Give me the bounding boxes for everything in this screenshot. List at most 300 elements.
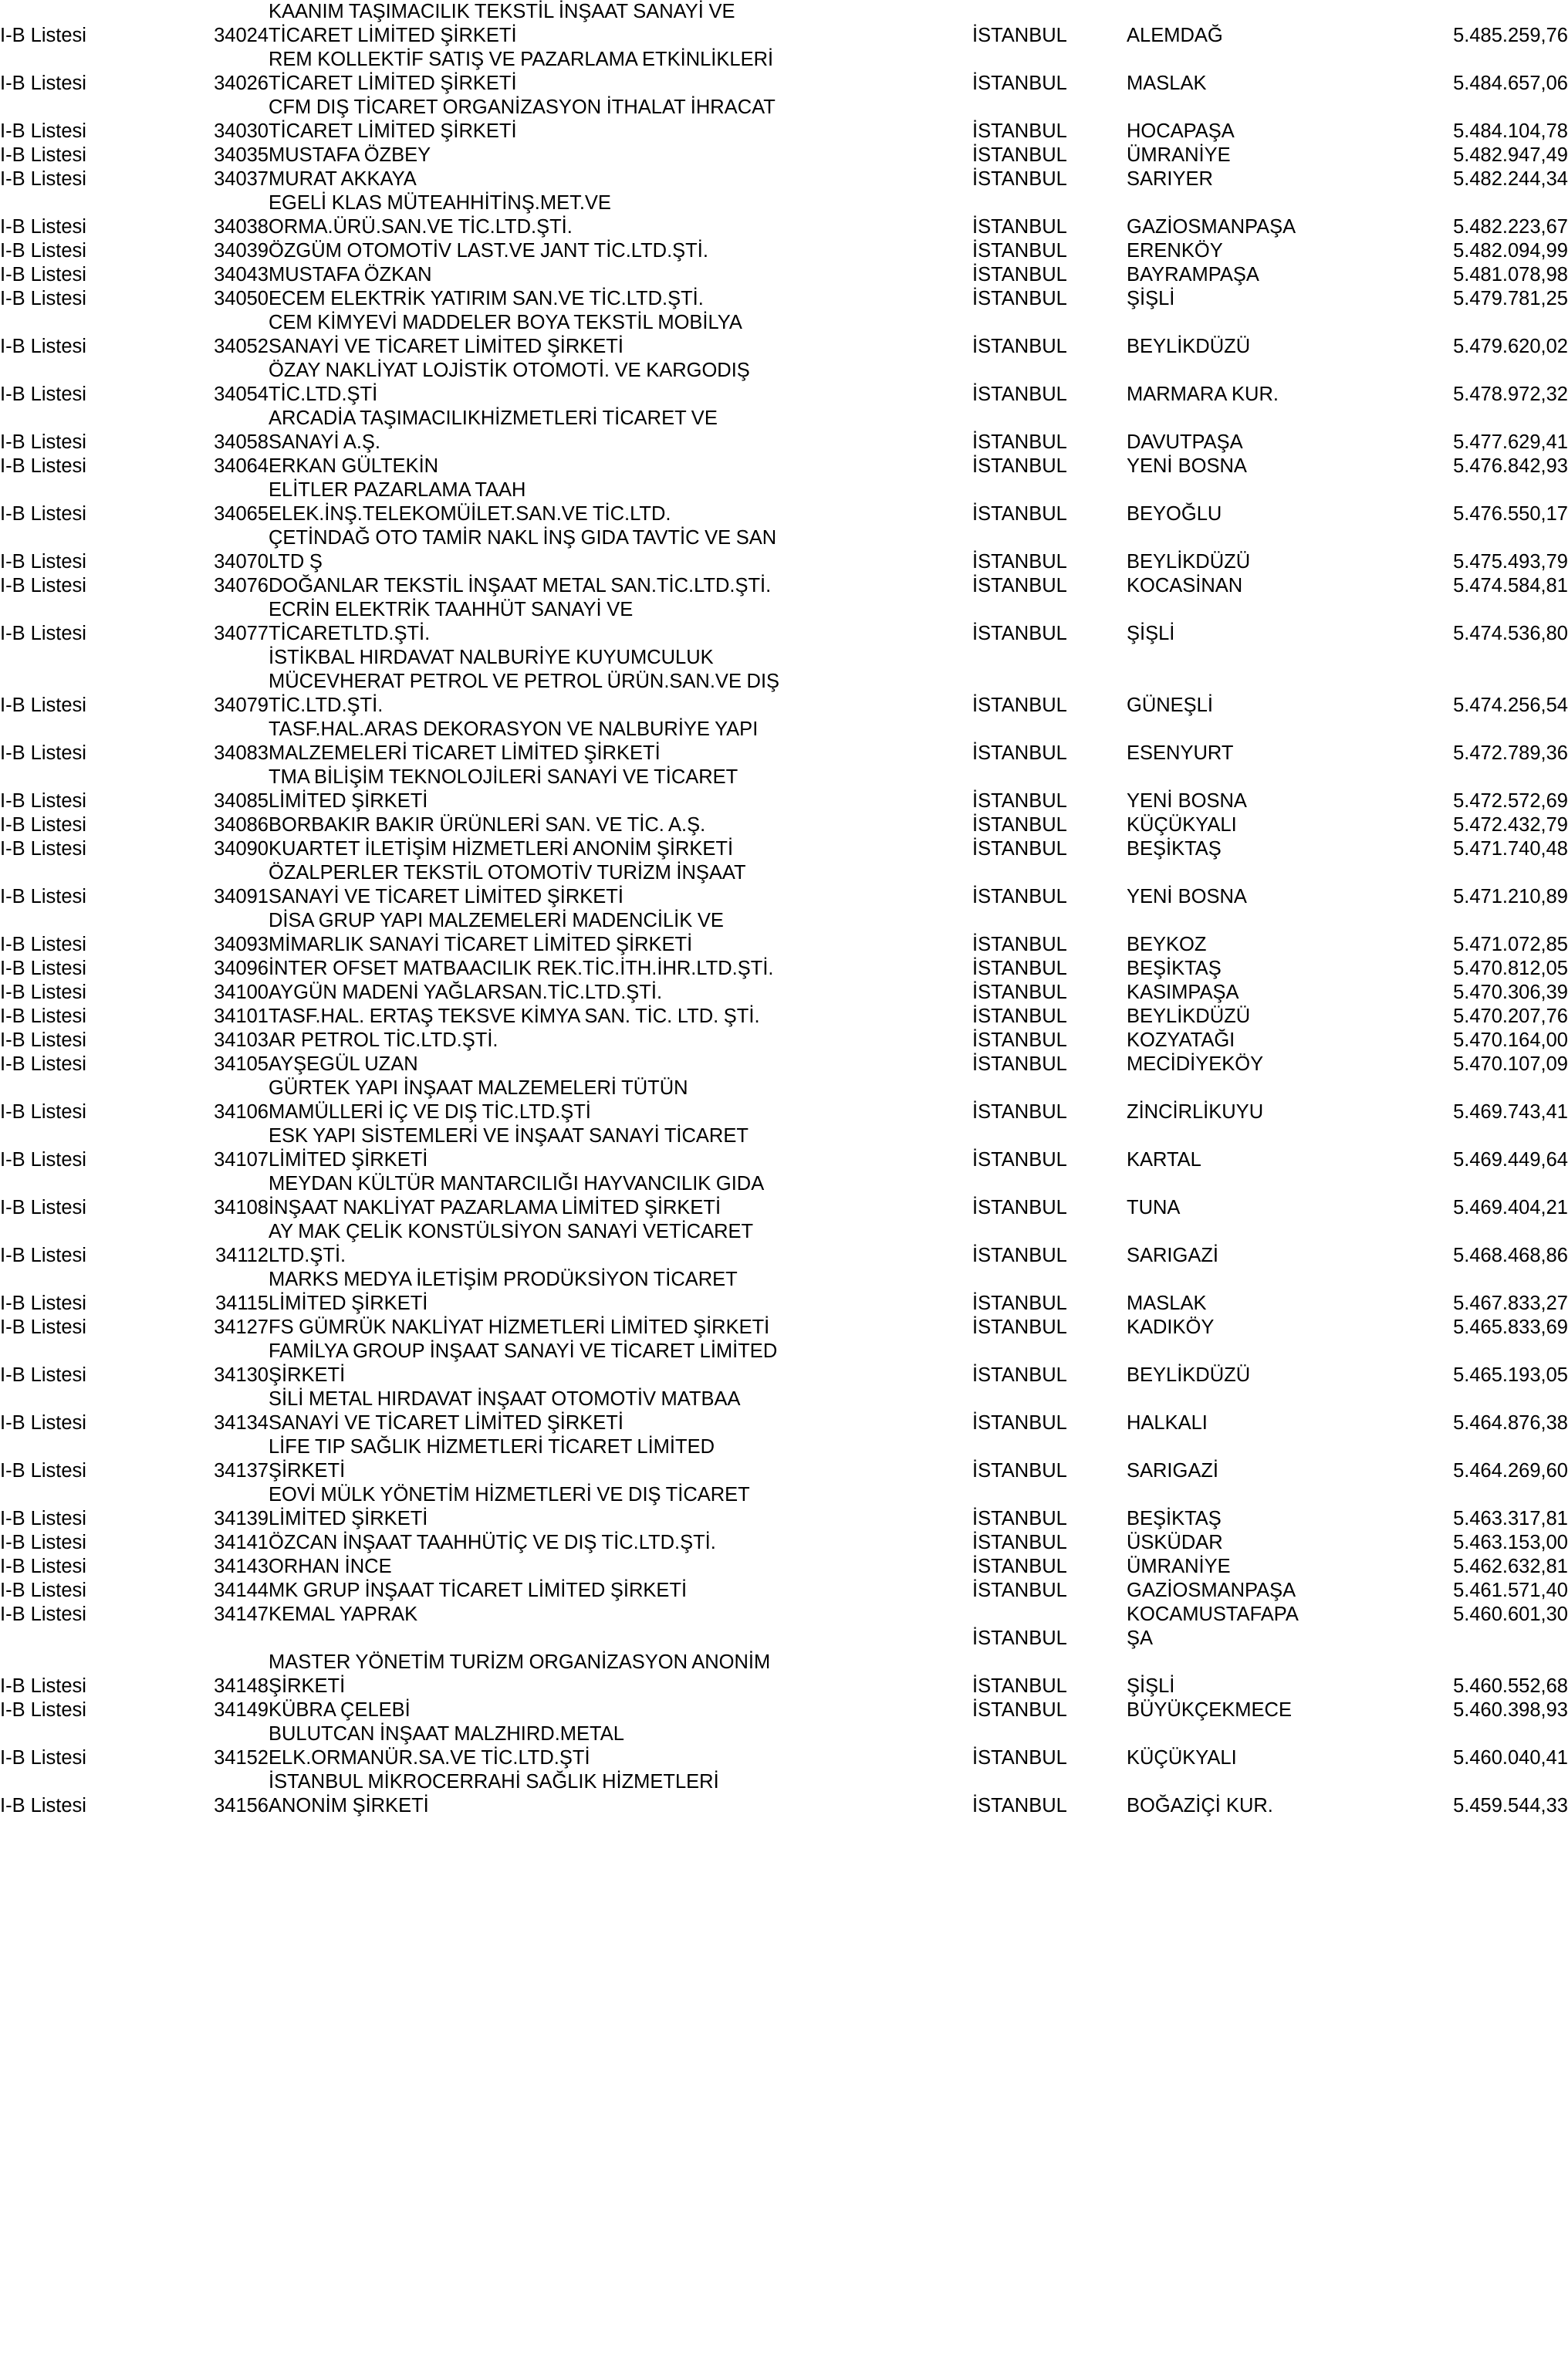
row-amount <box>1421 1196 1568 1220</box>
amount-text <box>1421 1770 1568 1794</box>
row-district <box>1127 718 1421 742</box>
row-company-name-line <box>269 1387 972 1411</box>
list-label-text: I-B Listesi <box>0 623 86 644</box>
table-row <box>0 526 1568 550</box>
company-name-text: AR PETROL TİC.LTD.ŞTİ. <box>269 1029 498 1051</box>
row-city <box>972 718 1127 742</box>
row-city <box>972 1507 1127 1531</box>
row-city <box>972 1459 1127 1483</box>
row-list-label <box>0 1411 191 1435</box>
row-city <box>972 48 1127 72</box>
list-label-text: I-B Listesi <box>0 1101 86 1123</box>
amount-text: 5.474.584,81 <box>1453 575 1568 597</box>
record-number-text: 34035 <box>214 144 269 166</box>
row-district <box>1127 1220 1421 1244</box>
row-list-label <box>0 1053 191 1076</box>
row-district <box>1127 311 1421 335</box>
row-record-number <box>191 1005 269 1029</box>
district-text: BEYLİKDÜZÜ <box>1127 1364 1251 1386</box>
amount-text: 5.481.078,98 <box>1453 264 1568 286</box>
row-company-name-line <box>269 1627 972 1651</box>
district-text: ŞİŞLİ <box>1127 1675 1175 1697</box>
company-name-text: ÖZAY NAKLİYAT LOJİSTİK OTOMOTİ. VE KARGODIŞ <box>269 360 750 381</box>
district-text <box>1127 1651 1421 1675</box>
amount-text: 5.476.842,93 <box>1453 455 1568 477</box>
row-record-number <box>191 957 269 981</box>
row-record-number <box>191 191 269 215</box>
record-number-text: 34105 <box>214 1053 269 1075</box>
record-number-text <box>191 96 269 120</box>
company-name-text: MÜCEVHERAT PETROL VE PETROL ÜRÜN.SAN.VE DIŞ <box>269 671 780 692</box>
table-row <box>0 287 1568 311</box>
company-name-text: ELEK.İNŞ.TELEKOMÜİLET.SAN.VE TİC.LTD. <box>269 503 671 525</box>
company-name-text: LİMİTED ŞİRKETİ <box>269 790 428 812</box>
row-amount <box>1421 694 1568 718</box>
row-amount <box>1421 622 1568 646</box>
record-number-text: 34091 <box>214 886 269 907</box>
row-amount <box>1421 1459 1568 1483</box>
row-list-label <box>0 431 191 455</box>
row-city <box>972 24 1127 48</box>
city-text <box>972 718 1127 742</box>
district-text: HOCAPAŞA <box>1127 120 1235 142</box>
city-text: İSTANBUL <box>972 503 1067 525</box>
row-record-number <box>191 1794 269 1818</box>
row-list-label <box>0 813 191 837</box>
city-text: İSTANBUL <box>972 120 1067 142</box>
city-text <box>972 1076 1127 1100</box>
row-record-number <box>191 0 269 24</box>
row-record-number <box>191 1124 269 1148</box>
amount-text: 5.476.550,17 <box>1453 503 1568 525</box>
district-text: BEYLİKDÜZÜ <box>1127 336 1251 357</box>
row-record-number <box>191 718 269 742</box>
amount-text <box>1421 1172 1568 1196</box>
company-name-text: BULUTCAN İNŞAAT MALZHIRD.METAL <box>269 1723 624 1745</box>
district-text: KARTAL <box>1127 1149 1201 1171</box>
row-district <box>1127 1172 1421 1196</box>
row-record-number <box>191 144 269 167</box>
record-number-text: 34156 <box>214 1795 269 1817</box>
table-row <box>0 1435 1568 1459</box>
row-city <box>972 1148 1127 1172</box>
row-company-name-line <box>269 191 972 215</box>
row-list-label <box>0 550 191 574</box>
list-label-text: I-B Listesi <box>0 1675 86 1697</box>
table-row <box>0 1029 1568 1053</box>
company-name-text: İNTER OFSET MATBAACILIK REK.TİC.İTH.İHR.LTD.ŞTİ. <box>269 958 774 979</box>
row-record-number <box>191 1268 269 1292</box>
row-list-label <box>0 478 191 502</box>
record-number-text <box>191 1340 269 1364</box>
amount-text <box>1421 1387 1568 1411</box>
city-text: İSTANBUL <box>972 814 1067 836</box>
city-text: İSTANBUL <box>972 25 1067 46</box>
company-name-text: TİC.LTD.ŞTİ <box>269 384 378 405</box>
table-row <box>0 1722 1568 1746</box>
row-district <box>1127 574 1421 598</box>
district-text: BEŞİKTAŞ <box>1127 1508 1222 1529</box>
district-text: ÜMRANİYE <box>1127 1556 1231 1577</box>
amount-text: 5.471.210,89 <box>1453 886 1568 907</box>
district-text <box>1127 718 1421 742</box>
list-label-text: I-B Listesi <box>0 1460 86 1482</box>
row-list-label <box>0 1029 191 1053</box>
row-district <box>1127 670 1421 694</box>
table-row <box>0 1579 1568 1603</box>
row-company-name-line <box>269 1651 972 1675</box>
district-text <box>1127 311 1421 335</box>
amount-text <box>1421 1435 1568 1459</box>
row-company-name-line <box>269 1675 972 1698</box>
row-city <box>972 789 1127 813</box>
district-text: YENİ BOSNA <box>1127 790 1247 812</box>
row-district <box>1127 1029 1421 1053</box>
district-text: MARMARA KUR. <box>1127 384 1279 405</box>
list-label-text: I-B Listesi <box>0 575 86 597</box>
table-row <box>0 311 1568 335</box>
row-record-number <box>191 263 269 287</box>
list-label-text: I-B Listesi <box>0 1053 86 1075</box>
row-amount <box>1421 1770 1568 1794</box>
row-amount <box>1421 1005 1568 1029</box>
table-row <box>0 0 1568 24</box>
list-label-text <box>0 1483 191 1507</box>
city-text <box>972 48 1127 72</box>
list-label-text <box>0 1268 191 1292</box>
table-row <box>0 598 1568 622</box>
row-company-name-line <box>269 24 972 48</box>
list-label-text: I-B Listesi <box>0 168 86 190</box>
record-number-text <box>191 359 269 383</box>
list-label-text <box>0 96 191 120</box>
city-text: İSTANBUL <box>972 1293 1067 1314</box>
row-amount <box>1421 1124 1568 1148</box>
row-list-label <box>0 957 191 981</box>
table-row <box>0 837 1568 861</box>
record-number-text <box>191 909 269 933</box>
row-city <box>972 478 1127 502</box>
city-text: İSTANBUL <box>972 1556 1067 1577</box>
city-text: İSTANBUL <box>972 431 1067 453</box>
record-number-text: 34090 <box>214 838 269 860</box>
table-row <box>0 1411 1568 1435</box>
district-text <box>1127 1483 1421 1507</box>
row-amount <box>1421 1148 1568 1172</box>
row-company-name-line <box>269 526 972 550</box>
company-name-text: LTD.ŞTİ. <box>269 1245 346 1266</box>
city-text <box>972 1124 1127 1148</box>
amount-text: 5.462.632,81 <box>1453 1556 1568 1577</box>
list-label-text <box>0 909 191 933</box>
city-text: İSTANBUL <box>972 1460 1067 1482</box>
record-number-text: 34152 <box>214 1747 269 1769</box>
amount-text: 5.470.812,05 <box>1453 958 1568 979</box>
list-label-text: I-B Listesi <box>0 288 86 309</box>
amount-text: 5.474.536,80 <box>1453 623 1568 644</box>
record-number-text <box>191 407 269 431</box>
table-row <box>0 1124 1568 1148</box>
city-text: İSTANBUL <box>972 1580 1067 1601</box>
list-label-text: I-B Listesi <box>0 431 86 453</box>
row-city <box>972 933 1127 957</box>
amount-text: 5.472.572,69 <box>1453 790 1568 812</box>
row-amount <box>1421 0 1568 24</box>
table-row <box>0 1459 1568 1483</box>
city-text <box>972 1387 1127 1411</box>
table-row <box>0 1364 1568 1387</box>
city-text <box>972 670 1127 694</box>
record-number-text <box>191 1722 269 1746</box>
row-district <box>1127 981 1421 1005</box>
row-district <box>1127 1268 1421 1292</box>
city-text: İSTANBUL <box>972 264 1067 286</box>
amount-text: 5.479.620,02 <box>1453 336 1568 357</box>
company-name-text: İNŞAAT NAKLİYAT PAZARLAMA LİMİTED ŞİRKETİ <box>269 1197 721 1218</box>
row-record-number <box>191 1698 269 1722</box>
row-amount <box>1421 455 1568 478</box>
list-label-text: I-B Listesi <box>0 934 86 955</box>
row-list-label <box>0 120 191 144</box>
row-district <box>1127 742 1421 765</box>
row-company-name-line <box>269 215 972 239</box>
row-record-number <box>191 1292 269 1316</box>
table-row <box>0 1794 1568 1818</box>
row-record-number <box>191 837 269 861</box>
list-label-text <box>0 1435 191 1459</box>
table-row <box>0 1483 1568 1507</box>
record-number-text <box>191 1627 269 1651</box>
row-list-label <box>0 1794 191 1818</box>
company-name-text: BORBAKIR BAKIR ÜRÜNLERİ SAN. VE TİC. A.Ş. <box>269 814 706 836</box>
row-company-name-line <box>269 909 972 933</box>
row-list-label <box>0 742 191 765</box>
list-label-text <box>0 1651 191 1675</box>
company-name-text: GÜRTEK YAPI İNŞAAT MALZEMELERİ TÜTÜN <box>269 1077 688 1099</box>
row-city <box>972 1483 1127 1507</box>
company-name-text: AYGÜN MADENİ YAĞLARSAN.TİC.LTD.ŞTİ. <box>269 982 663 1003</box>
row-list-label <box>0 1698 191 1722</box>
record-number-text <box>191 1387 269 1411</box>
record-number-text: 34149 <box>214 1699 269 1721</box>
city-text <box>972 1268 1127 1292</box>
record-number-text <box>191 646 269 670</box>
row-city <box>972 957 1127 981</box>
city-text: İSTANBUL <box>972 1532 1067 1553</box>
row-record-number <box>191 694 269 718</box>
row-list-label <box>0 1603 191 1627</box>
row-company-name-line <box>269 670 972 694</box>
row-company-name-line <box>269 981 972 1005</box>
amount-text: 5.463.317,81 <box>1453 1508 1568 1529</box>
amount-text: 5.484.657,06 <box>1453 73 1568 94</box>
amount-text: 5.475.493,79 <box>1453 551 1568 573</box>
row-company-name-line <box>269 72 972 96</box>
company-name-text: ORMA.ÜRÜ.SAN.VE TİC.LTD.ŞTİ. <box>269 216 573 238</box>
amount-text: 5.460.398,93 <box>1453 1699 1568 1721</box>
row-district <box>1127 96 1421 120</box>
row-district <box>1127 1196 1421 1220</box>
table-row <box>0 718 1568 742</box>
company-name-text: MALZEMELERİ TİCARET LİMİTED ŞİRKETİ <box>269 742 661 764</box>
record-number-text: 34130 <box>214 1364 269 1386</box>
table-row <box>0 981 1568 1005</box>
row-record-number <box>191 1220 269 1244</box>
record-number-text <box>191 1124 269 1148</box>
amount-text: 5.469.404,21 <box>1453 1197 1568 1218</box>
amount-text: 5.470.164,00 <box>1453 1029 1568 1051</box>
row-record-number <box>191 574 269 598</box>
row-district <box>1127 1124 1421 1148</box>
amount-text: 5.482.094,99 <box>1453 240 1568 262</box>
row-amount <box>1421 1387 1568 1411</box>
row-list-label <box>0 1340 191 1364</box>
row-record-number <box>191 550 269 574</box>
city-text: İSTANBUL <box>972 742 1067 764</box>
row-list-label <box>0 1268 191 1292</box>
list-label-text: I-B Listesi <box>0 1412 86 1434</box>
list-label-text: I-B Listesi <box>0 1197 86 1218</box>
list-label-text <box>0 670 191 694</box>
list-label-text <box>0 861 191 885</box>
row-city <box>972 1770 1127 1794</box>
table-row <box>0 765 1568 789</box>
district-text: SARIGAZİ <box>1127 1245 1219 1266</box>
company-name-text: KUARTET İLETİŞİM HİZMETLERİ ANONİM ŞİRKETİ <box>269 838 734 860</box>
company-name-text: TİCARET LİMİTED ŞİRKETİ <box>269 25 517 46</box>
row-list-label <box>0 1076 191 1100</box>
row-district <box>1127 837 1421 861</box>
row-district <box>1127 1411 1421 1435</box>
company-name-text: MURAT AKKAYA <box>269 168 417 190</box>
row-list-label <box>0 837 191 861</box>
list-label-text: I-B Listesi <box>0 1005 86 1027</box>
table-row <box>0 239 1568 263</box>
table-row <box>0 1770 1568 1794</box>
row-record-number <box>191 407 269 431</box>
district-text <box>1127 861 1421 885</box>
row-city <box>972 1579 1127 1603</box>
table-row <box>0 933 1568 957</box>
amount-text <box>1421 598 1568 622</box>
row-list-label <box>0 167 191 191</box>
row-company-name-line <box>269 1531 972 1555</box>
row-city <box>972 861 1127 885</box>
district-text <box>1127 646 1421 670</box>
row-amount <box>1421 1220 1568 1244</box>
amount-text: 5.479.781,25 <box>1453 288 1568 309</box>
row-amount <box>1421 670 1568 694</box>
row-amount <box>1421 167 1568 191</box>
table-row <box>0 120 1568 144</box>
row-company-name-line <box>269 383 972 407</box>
company-name-text: ECRİN ELEKTRİK TAAHHÜT SANAYİ VE <box>269 599 634 620</box>
table-row <box>0 1196 1568 1220</box>
row-company-name-line <box>269 96 972 120</box>
district-text <box>1127 765 1421 789</box>
row-list-label <box>0 263 191 287</box>
row-district <box>1127 383 1421 407</box>
city-text: İSTANBUL <box>972 240 1067 262</box>
city-text <box>972 191 1127 215</box>
table-row <box>0 1172 1568 1196</box>
city-text <box>972 646 1127 670</box>
row-record-number <box>191 526 269 550</box>
row-amount <box>1421 981 1568 1005</box>
record-number-text <box>191 1220 269 1244</box>
amount-text <box>1421 646 1568 670</box>
row-record-number <box>191 1244 269 1268</box>
company-name-text: TİC.LTD.ŞTİ. <box>269 695 384 716</box>
company-name-text <box>269 1627 972 1651</box>
row-amount <box>1421 1435 1568 1459</box>
amount-text: 5.464.876,38 <box>1453 1412 1568 1434</box>
city-text <box>972 526 1127 550</box>
table-row <box>0 1651 1568 1675</box>
amount-text: 5.482.244,34 <box>1453 168 1568 190</box>
row-list-label <box>0 191 191 215</box>
row-list-label <box>0 1100 191 1124</box>
amount-text: 5.472.789,36 <box>1453 742 1568 764</box>
row-amount <box>1421 1531 1568 1555</box>
row-city <box>972 1435 1127 1459</box>
row-district <box>1127 1770 1421 1794</box>
row-amount <box>1421 431 1568 455</box>
row-record-number <box>191 1651 269 1675</box>
company-name-text: TMA BİLİŞİM TEKNOLOJİLERİ SANAYİ VE TİCARET <box>269 766 738 788</box>
list-label-text <box>0 1172 191 1196</box>
row-city <box>972 383 1127 407</box>
company-name-text: SANAYİ VE TİCARET LİMİTED ŞİRKETİ <box>269 336 623 357</box>
table-row <box>0 144 1568 167</box>
row-city <box>972 239 1127 263</box>
row-district <box>1127 215 1421 239</box>
city-text: İSTANBUL <box>972 455 1067 477</box>
row-city <box>972 1651 1127 1675</box>
row-record-number <box>191 598 269 622</box>
amount-text: 5.471.072,85 <box>1453 934 1568 955</box>
company-name-text: ELİTLER PAZARLAMA TAAH <box>269 479 526 501</box>
row-company-name-line <box>269 1124 972 1148</box>
row-city <box>972 431 1127 455</box>
row-amount <box>1421 742 1568 765</box>
row-record-number <box>191 215 269 239</box>
table-row <box>0 263 1568 287</box>
row-district <box>1127 48 1421 72</box>
city-text <box>972 1722 1127 1746</box>
row-list-label <box>0 646 191 670</box>
row-amount <box>1421 120 1568 144</box>
table-row <box>0 957 1568 981</box>
city-text: İSTANBUL <box>972 1053 1067 1075</box>
row-list-label <box>0 981 191 1005</box>
row-district <box>1127 861 1421 885</box>
list-label-text: I-B Listesi <box>0 1508 86 1529</box>
row-list-label <box>0 0 191 24</box>
company-name-text: MUSTAFA ÖZBEY <box>269 144 431 166</box>
amount-text: 5.477.629,41 <box>1453 431 1568 453</box>
amount-text: 5.467.833,27 <box>1453 1293 1568 1314</box>
row-company-name-line <box>269 1053 972 1076</box>
record-number-text: 34079 <box>214 695 269 716</box>
record-number-text: 34085 <box>214 790 269 812</box>
district-text: TUNA <box>1127 1197 1181 1218</box>
list-label-text: I-B Listesi <box>0 264 86 286</box>
company-name-text: AYŞEGÜL UZAN <box>269 1053 418 1075</box>
row-record-number <box>191 670 269 694</box>
record-number-text: 34037 <box>214 168 269 190</box>
row-district <box>1127 789 1421 813</box>
